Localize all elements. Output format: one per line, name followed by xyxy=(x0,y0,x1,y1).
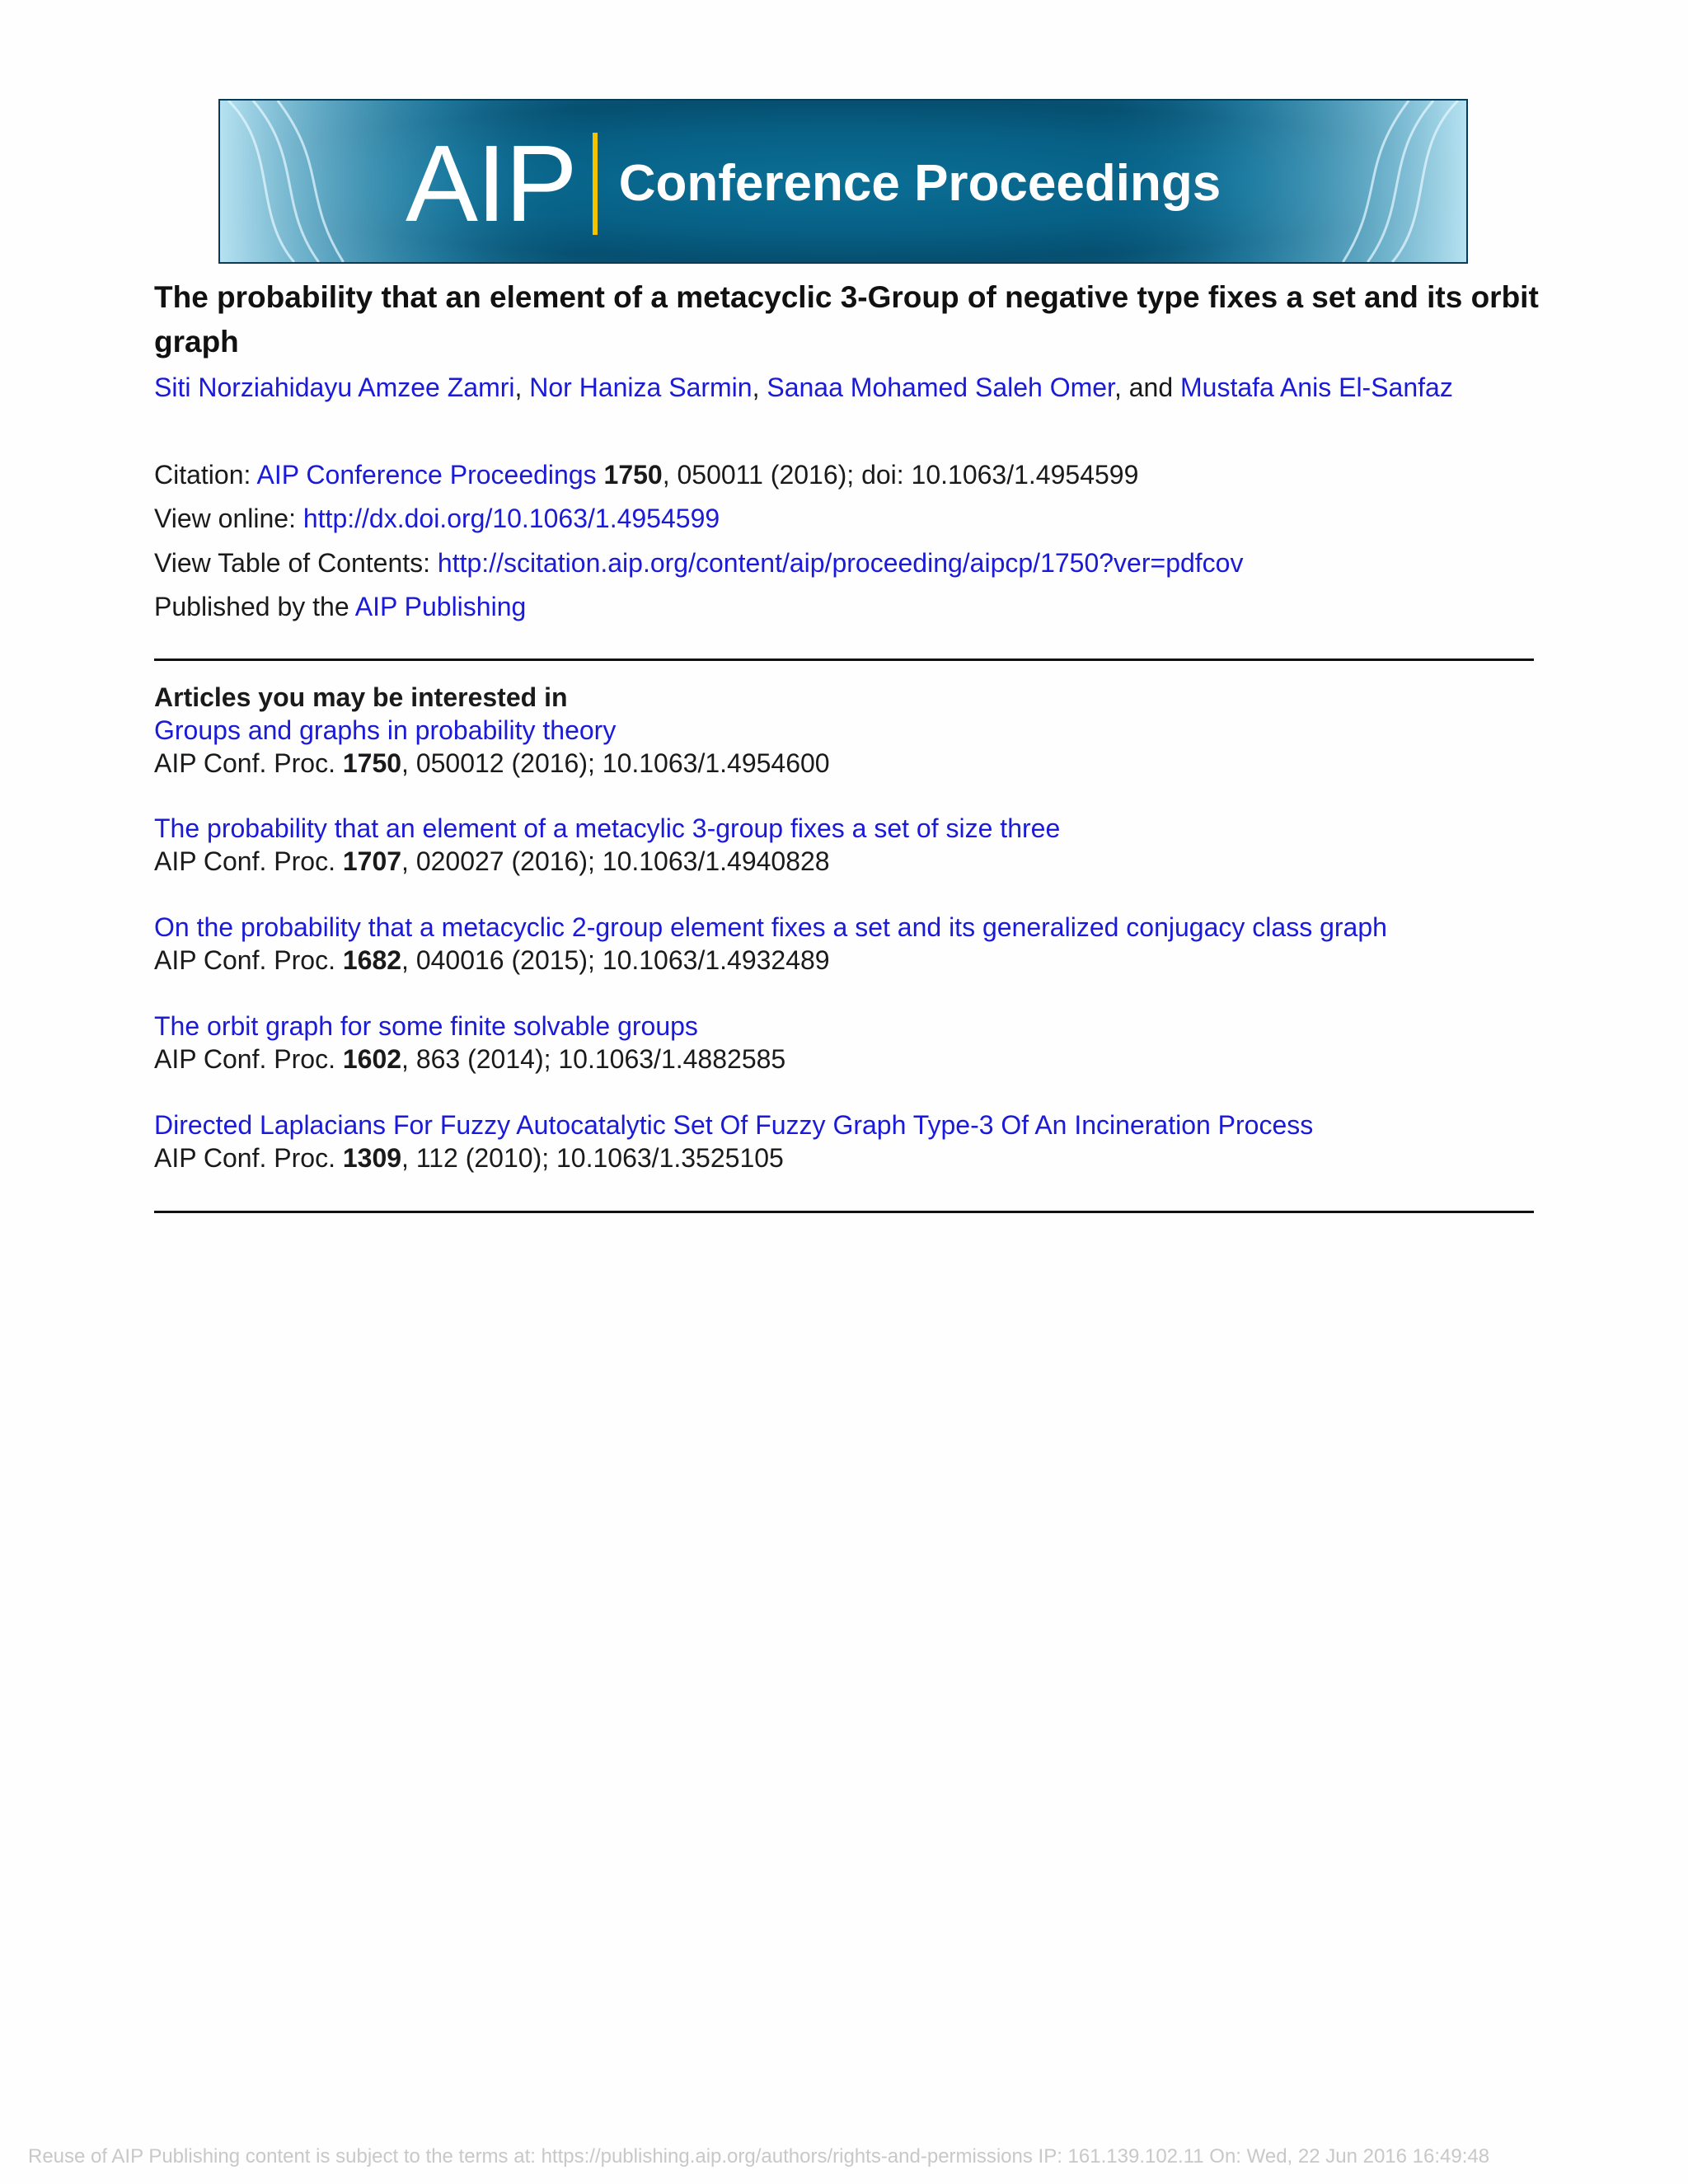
view-online-label: View online: xyxy=(154,504,303,533)
reuse-footer: Reuse of AIP Publishing content is subject to the terms at: https://publishing.aip.org/authors/rights-and-permissions IP: 161.139.102.11 On: Wed, 22 Jun 2016 16:49:48 xyxy=(28,2145,1490,2168)
citation-line xyxy=(154,455,1138,494)
article-suffix: , 112 (2010); 10.1063/1.3525105 xyxy=(401,1143,784,1173)
article-suffix: , 863 (2014); 10.1063/1.4882585 xyxy=(401,1044,786,1074)
article-volume: 1750 xyxy=(342,748,402,778)
article-suffix: , 040016 (2015); 10.1063/1.4932489 xyxy=(401,945,830,975)
aip-logo xyxy=(406,123,1221,244)
related-article-link[interactable]: On the probability that a metacyclic 2-group element fixes a set and its generalized conjugacy class graph xyxy=(154,912,1387,942)
divider-top xyxy=(154,658,1534,661)
publisher-link[interactable]: AIP Publishing xyxy=(354,592,527,621)
related-article xyxy=(154,911,1387,977)
author-link[interactable]: Mustafa Anis El-Sanfaz xyxy=(1180,373,1453,402)
citation-label: Citation: xyxy=(154,460,257,490)
logo-divider xyxy=(593,133,598,235)
author-separator: , and xyxy=(1114,373,1180,402)
published-label: Published by the xyxy=(154,592,355,621)
author-list xyxy=(154,368,1638,407)
divider-bottom xyxy=(154,1211,1534,1213)
article-prefix: AIP Conf. Proc. xyxy=(154,945,343,975)
related-articles-heading: Articles you may be interested in xyxy=(154,682,568,712)
aip-wordmark: AIP xyxy=(406,123,576,244)
citation-volume: 1750 xyxy=(603,460,663,490)
article-prefix: AIP Conf. Proc. xyxy=(154,1143,343,1173)
toc-label: View Table of Contents: xyxy=(154,548,438,578)
article-suffix: , 020027 (2016); 10.1063/1.4940828 xyxy=(401,846,830,876)
author-separator: , xyxy=(752,373,767,402)
related-article-link[interactable]: The orbit graph for some finite solvable groups xyxy=(154,1011,698,1041)
article-prefix: AIP Conf. Proc. xyxy=(154,1044,343,1074)
related-article xyxy=(154,714,830,780)
doi-link[interactable]: http://dx.doi.org/10.1063/1.4954599 xyxy=(302,504,720,533)
related-article xyxy=(154,1108,1313,1174)
related-article xyxy=(154,1010,785,1076)
related-article-link[interactable]: Groups and graphs in probability theory xyxy=(154,715,617,745)
product-name: Conference Proceedings xyxy=(618,155,1221,212)
published-line xyxy=(154,587,526,626)
related-article-link[interactable]: The probability that an element of a metacylic 3-group fixes a set of size three xyxy=(154,813,1061,843)
article-prefix: AIP Conf. Proc. xyxy=(154,748,343,778)
article-suffix: , 050012 (2016); 10.1063/1.4954600 xyxy=(401,748,830,778)
author-separator: , xyxy=(514,373,530,402)
toc-link[interactable]: http://scitation.aip.org/content/aip/proceeding/aipcp/1750?ver=pdfcov xyxy=(437,548,1244,578)
view-online-line xyxy=(154,499,720,538)
article-volume: 1309 xyxy=(342,1143,402,1173)
related-article xyxy=(154,812,1060,878)
toc-line xyxy=(154,543,1243,583)
article-volume: 1682 xyxy=(342,945,402,975)
author-link[interactable]: Siti Norziahidayu Amzee Zamri xyxy=(154,373,515,402)
author-link[interactable]: Nor Haniza Sarmin xyxy=(529,373,753,402)
paper-title: The probability that an element of a metacyclic 3-Group of negative type fixes a set and its orbit graph xyxy=(154,280,1539,359)
related-article-link[interactable]: Directed Laplacians For Fuzzy Autocatalytic Set Of Fuzzy Graph Type-3 Of An Incineration Process xyxy=(154,1110,1314,1140)
citation-details: , 050011 (2016); doi: 10.1063/1.4954599 xyxy=(662,460,1139,490)
article-prefix: AIP Conf. Proc. xyxy=(154,846,343,876)
journal-link[interactable]: AIP Conference Proceedings xyxy=(256,460,597,490)
article-volume: 1602 xyxy=(342,1044,402,1074)
author-link[interactable]: Sanaa Mohamed Saleh Omer xyxy=(767,373,1114,402)
article-volume: 1707 xyxy=(342,846,402,876)
aip-conference-proceedings-banner xyxy=(218,99,1468,264)
